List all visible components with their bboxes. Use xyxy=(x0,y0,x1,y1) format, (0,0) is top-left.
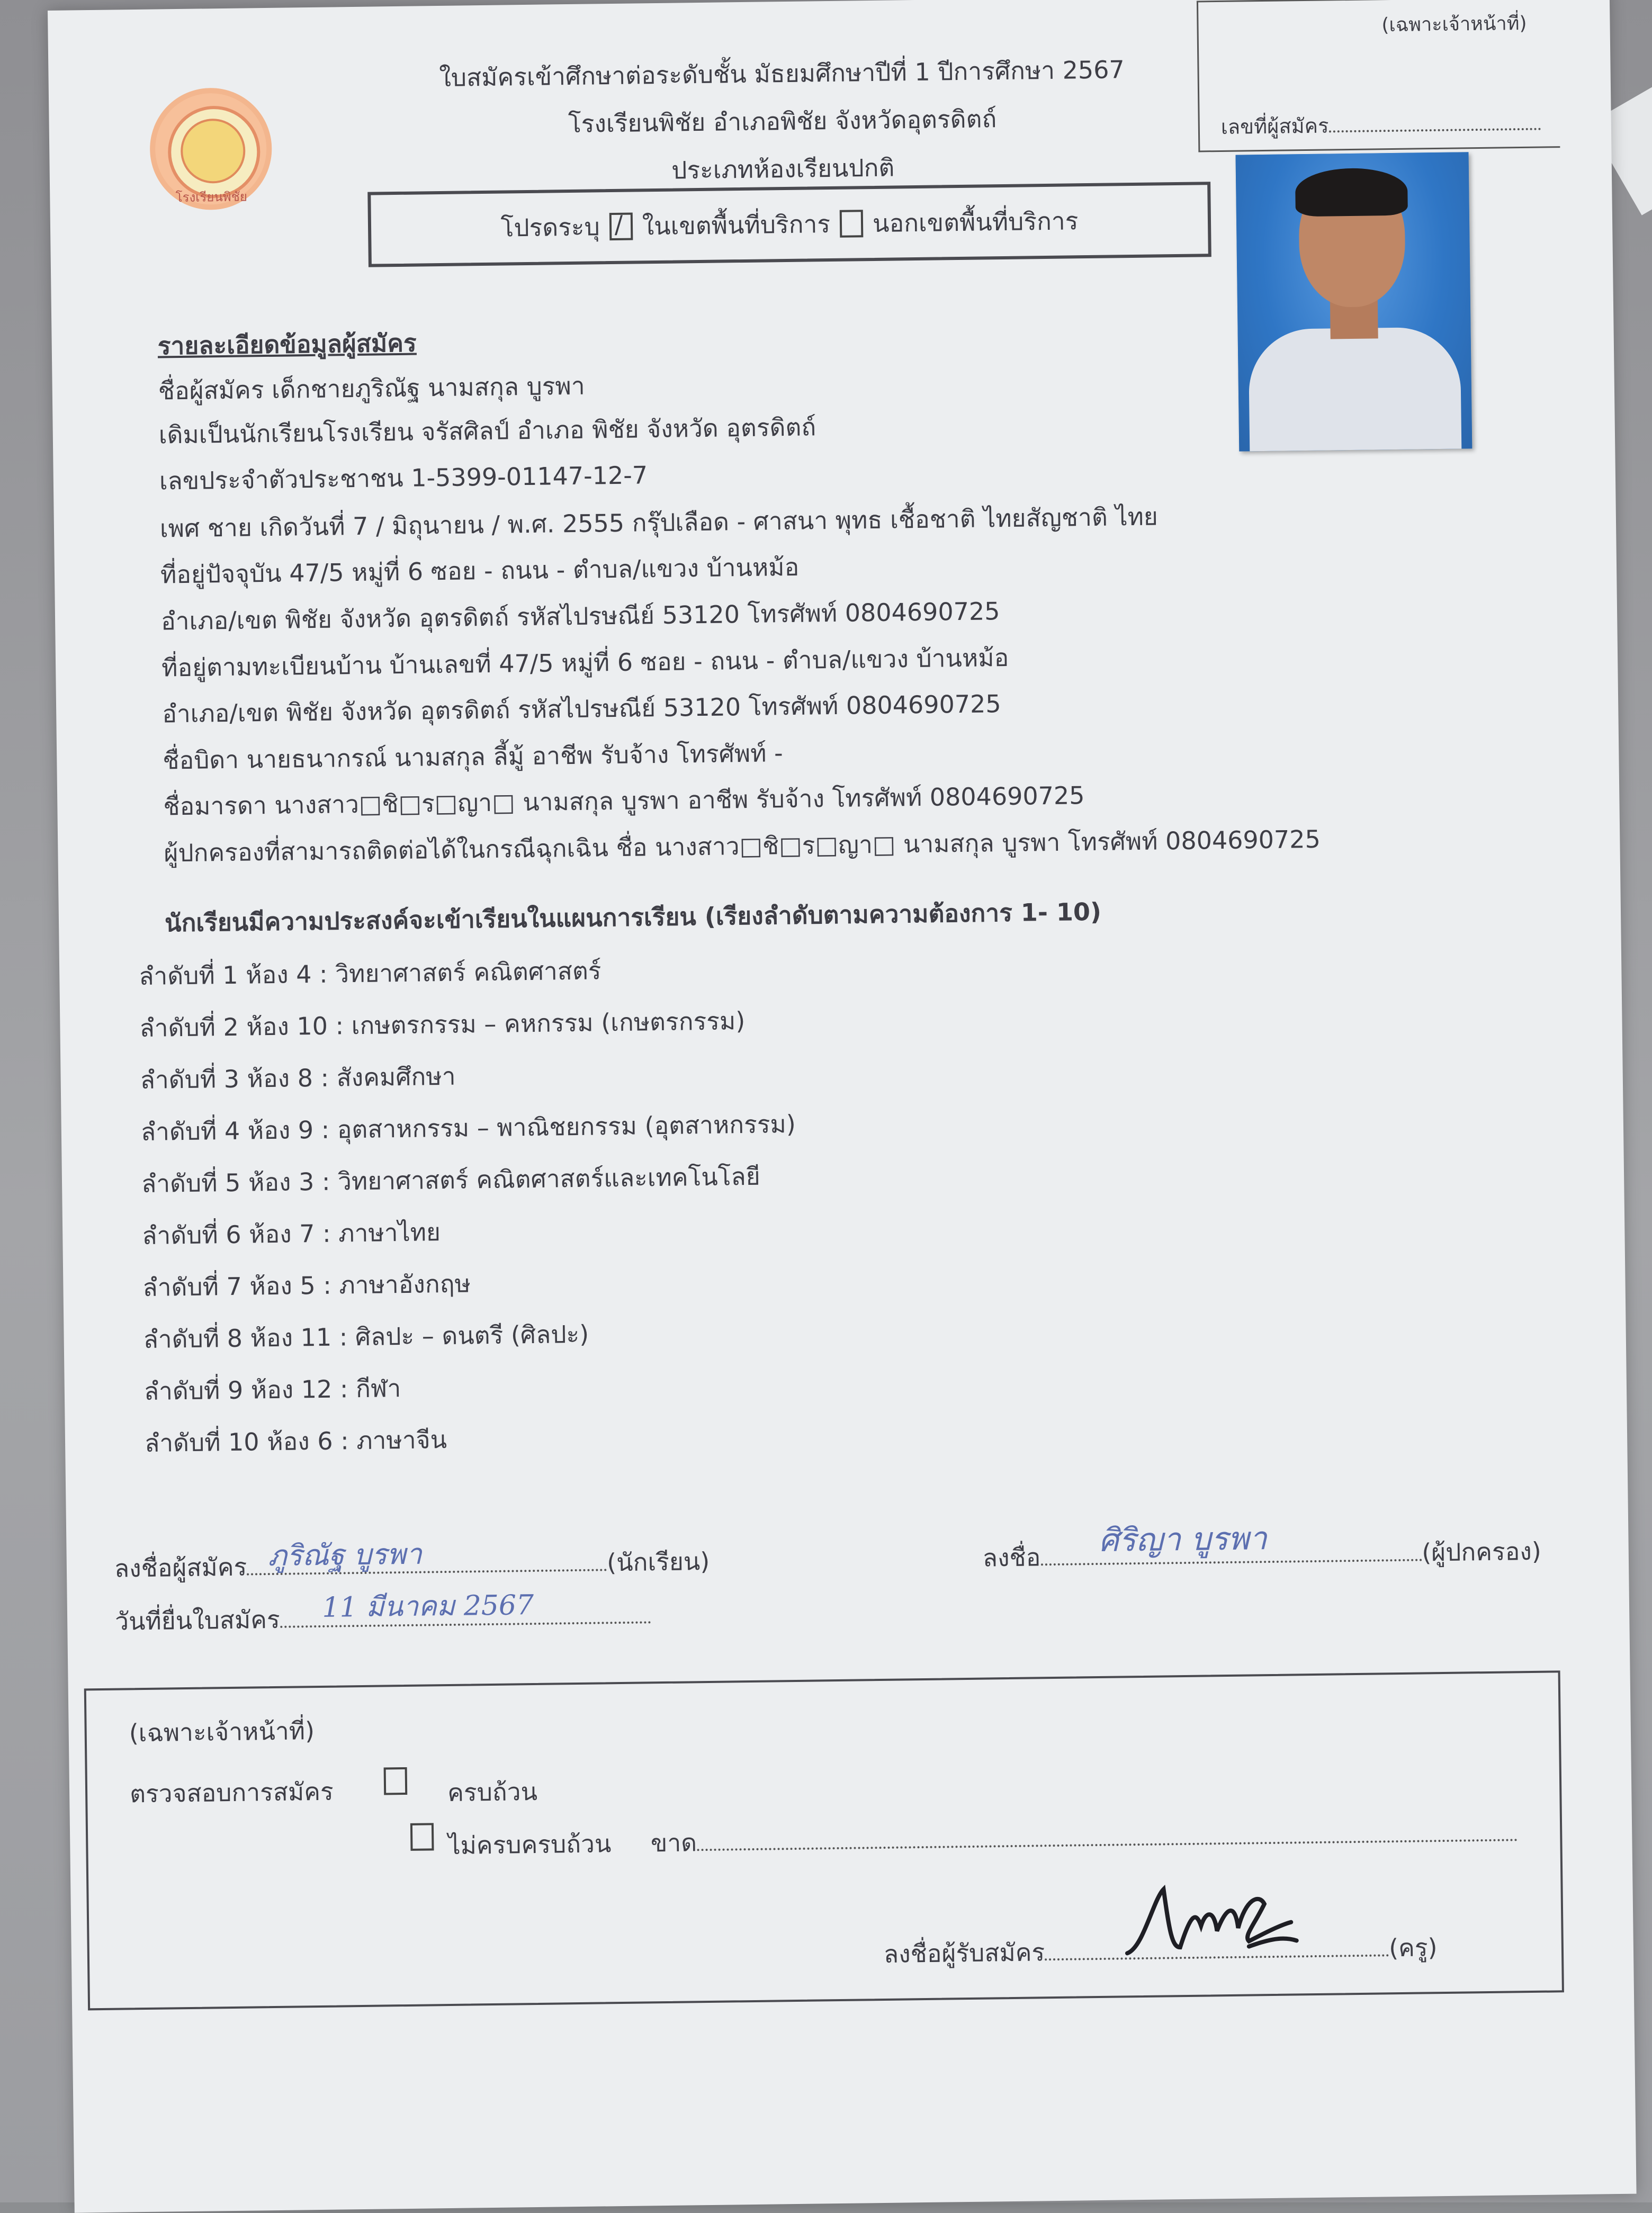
zone-prompt: โปรดระบุ xyxy=(500,212,600,242)
complete-label: ครบถ้วน xyxy=(447,1777,538,1807)
preference-item: ลำดับที่ 4 ห้อง 9 : อุตสาหกรรม – พาณิชยกรรม (อุตสาหกรรม) xyxy=(140,1109,796,1147)
incomplete-checkbox[interactable] xyxy=(410,1823,434,1851)
father-line: ชื่อบิดา นายธนากรณ์ นามสกุล ลี้มู้ อาชีพ รับจ้าง โทรศัพท์ - xyxy=(162,739,784,775)
preference-item: ลำดับที่ 1 ห้อง 4 : วิทยาศาสตร์ คณิตศาสตร์ xyxy=(138,956,601,991)
receiver-label: ลงชื่อผู้รับสมัคร xyxy=(883,1938,1045,1968)
applicant-signature-row xyxy=(114,1538,710,1588)
preference-item: ลำดับที่ 2 ห้อง 10 : เกษตรกรรม – คหกรรม (เกษตรกรรม) xyxy=(139,1006,746,1043)
applicant-role: (นักเรียน) xyxy=(606,1546,710,1577)
applicant-number-label: เลขที่ผู้สมัคร xyxy=(1220,114,1329,139)
current-district-line: อำเภอ/เขต พิชัย จังหวัด อุตรดิตถ์ รหัสไปรษณีย์ 53120 โทรศัพท์ 0804690725 xyxy=(160,597,1000,636)
mother-line: ชื่อมารดา นางสาว□ชิ□ร□ญา□ นามสกุล บูรพา อาชีพ รับจ้าง โทรศัพท์ 0804690725 xyxy=(163,781,1085,821)
guardian-role: (ผู้ปกครอง) xyxy=(1421,1536,1542,1567)
preference-item: ลำดับที่ 7 ห้อง 5 : ภาษาอังกฤษ xyxy=(142,1269,471,1302)
guardian-line: ผู้ปกครองที่สามารถติดต่อได้ในกรณีฉุกเฉิน ชื่อ นางสาว□ชิ□ร□ญา□ นามสกุล บูรพา โทรศัพท์ 0804690725 xyxy=(164,824,1321,868)
applicant-photo xyxy=(1235,152,1472,451)
birth-info-line: เพศ ชาย เกิดวันที่ 7 / มิถุนายน / พ.ศ. 2555 กรุ๊ปเลือด - ศาสนา พุทธ เชื้อชาติ ไทยสัญชาติ ไทย xyxy=(159,502,1159,543)
missing-field[interactable] xyxy=(697,1839,1518,1851)
form-title: ใบสมัครเข้าศึกษาต่อระดับชั้น มัธยมศึกษาปีที่ 1 ปีการศึกษา 2567 xyxy=(439,55,1125,92)
in-zone-label: ในเขตพื้นที่บริการ xyxy=(642,209,831,240)
applicant-number-field[interactable] xyxy=(1220,107,1540,143)
registered-address-line: ที่อยู่ตามทะเบียนบ้าน บ้านเลขที่ 47/5 หมู่ที่ 6 ซอย - ถนน - ตำบล/แขวง บ้านหม้อ xyxy=(161,643,1009,682)
applicant-name-line: ชื่อผู้สมัคร เด็กชายภูริณัฐ นามสกุล บูรพา xyxy=(158,371,585,406)
applicant-section-title: รายละเอียดข้อมูลผู้สมัคร xyxy=(157,328,417,361)
applicant-signature: ภูริณัฐ บูรพา xyxy=(267,1537,423,1573)
preference-item: ลำดับที่ 10 ห้อง 6 : ภาษาจีน xyxy=(144,1425,447,1458)
check-label: ตรวจสอบการสมัคร xyxy=(129,1777,334,1809)
citizen-id-line: เลขประจำตัวประชาชน 1-5399-01147-12-7 xyxy=(159,461,648,496)
staff-only-box xyxy=(1197,0,1560,152)
date-field[interactable] xyxy=(280,1591,651,1628)
preference-item: ลำดับที่ 6 ห้อง 7 : ภาษาไทย xyxy=(141,1218,441,1250)
preferences-heading: นักเรียนมีความประสงค์จะเข้าเรียนในแผนการเรียน (เรียงลำดับตามความต้องการ 1- 10) xyxy=(164,897,1102,938)
office-title: (เฉพาะเจ้าหน้าที่) xyxy=(129,1716,315,1748)
staff-only-tag: (เฉพาะเจ้าหน้าที่) xyxy=(1381,12,1527,37)
date-label: วันที่ยื่นใบสมัคร xyxy=(114,1605,281,1636)
receiver-role: (ครู) xyxy=(1388,1933,1438,1963)
guardian-signature-label: ลงชื่อ xyxy=(982,1543,1041,1572)
applicant-signature-label: ลงชื่อผู้สมัคร xyxy=(114,1552,247,1583)
registered-district-line: อำเภอ/เขต พิชัย จังหวัด อุตรดิตถ์ รหัสไปรษณีย์ 53120 โทรศัพท์ 0804690725 xyxy=(161,689,1001,728)
office-use-box xyxy=(84,1670,1564,2010)
school-name: โรงเรียนพิชัย อำเภอพิชัย จังหวัดอุตรดิตถ์ xyxy=(568,104,997,139)
application-form xyxy=(48,0,1637,2213)
logo-text: โรงเรียนพิชัย xyxy=(175,189,248,205)
preference-item: ลำดับที่ 8 ห้อง 11 : ศิลปะ – ดนตรี (ศิลปะ) xyxy=(143,1319,589,1354)
applicant-signature-field[interactable] xyxy=(247,1539,607,1575)
in-zone-checkbox[interactable] xyxy=(609,213,633,241)
current-address-line: ที่อยู่ปัจจุบัน 47/5 หมู่ที่ 6 ซอย - ถนน - ตำบล/แขวง บ้านหม้อ xyxy=(160,552,800,589)
school-logo xyxy=(149,87,273,211)
missing-label: ขาด xyxy=(650,1828,697,1858)
guardian-signature-row xyxy=(982,1520,1542,1578)
preference-item: ลำดับที่ 3 ห้อง 8 : สังคมศึกษา xyxy=(140,1061,456,1095)
zone-selection-box xyxy=(367,182,1211,267)
incomplete-row xyxy=(448,1813,1518,1865)
guardian-signature: ศิริญา บูรพา xyxy=(1098,1520,1268,1559)
submission-date: 11 มีนาคม 2567 xyxy=(322,1589,534,1624)
receiver-signature xyxy=(1121,1866,1313,1974)
previous-school-line: เดิมเป็นนักเรียนโรงเรียน จรัสศิลป์ อำเภอ พิชัย จังหวัด อุตรดิตถ์ xyxy=(158,412,816,449)
preference-item: ลำดับที่ 9 ห้อง 12 : กีฬา xyxy=(143,1374,401,1406)
out-zone-checkbox[interactable] xyxy=(840,210,864,238)
complete-checkbox[interactable] xyxy=(384,1767,408,1795)
preference-item: ลำดับที่ 5 ห้อง 3 : วิทยาศาสตร์ คณิตศาสตร์และเทคโนโลยี xyxy=(141,1162,760,1198)
class-type: ประเภทห้องเรียนปกติ xyxy=(671,153,895,185)
out-zone-label: นอกเขตพื้นที่บริการ xyxy=(872,206,1079,238)
date-row xyxy=(115,1591,651,1641)
guardian-signature-field[interactable] xyxy=(1040,1520,1422,1566)
incomplete-label: ไม่ครบครบถ้วน xyxy=(448,1829,612,1860)
